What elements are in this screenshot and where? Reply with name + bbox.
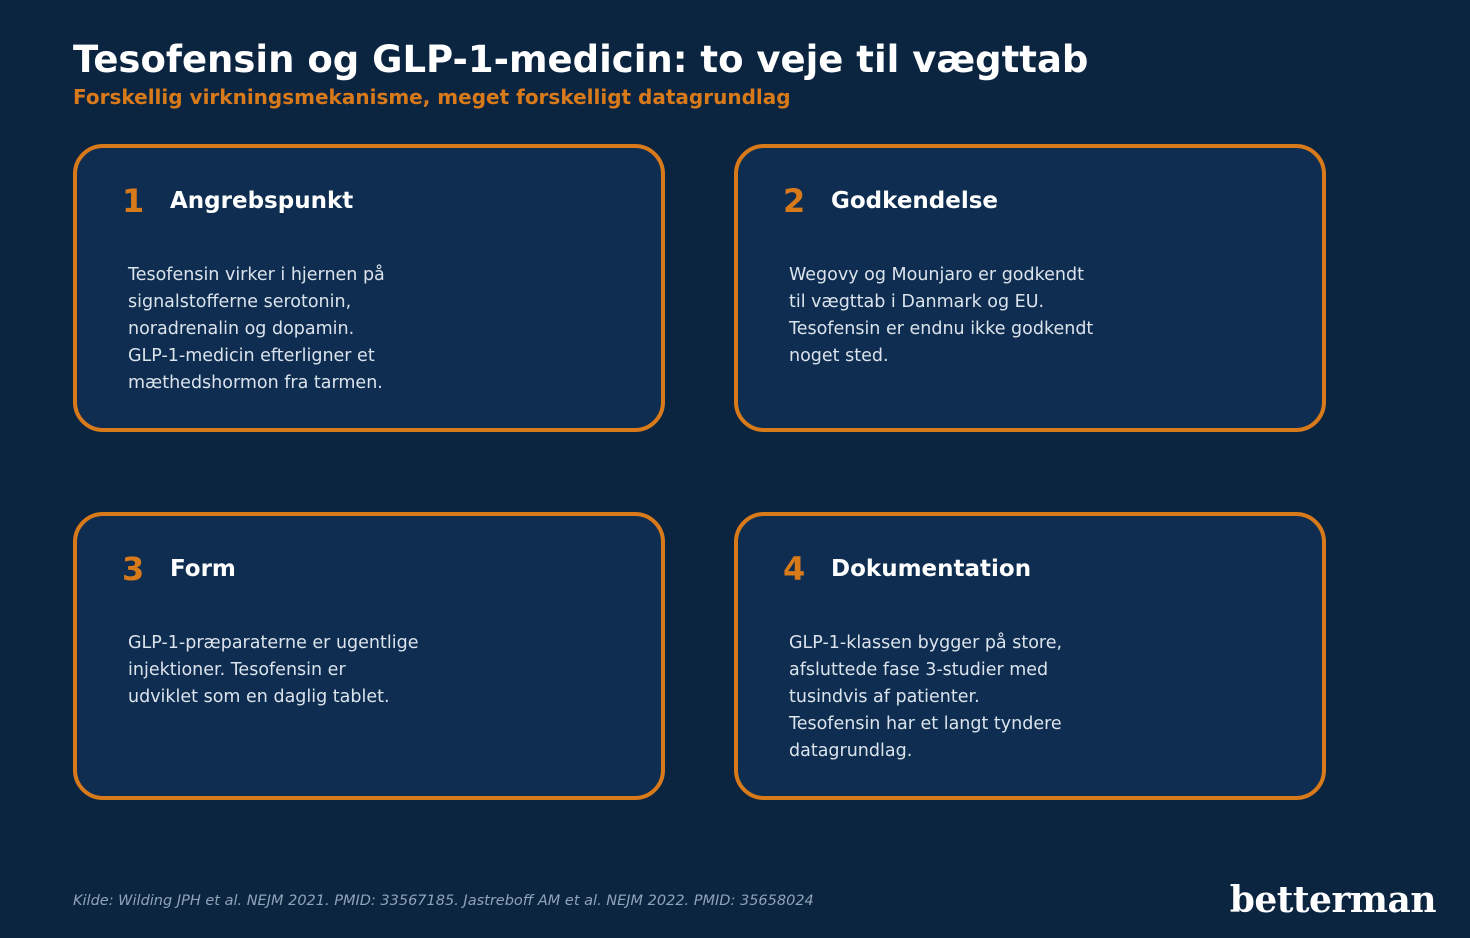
card-title: Godkendelse [831,188,999,214]
info-card-angrebspunkt [73,144,665,432]
card-number: 1 [122,182,145,220]
card-number: 2 [783,182,806,220]
card-body: GLP-1-præparaterne er ugentlige injektioner. Tesofensin er udviklet som en daglig tablet. [128,633,419,707]
page-title: Tesofensin og GLP-1-medicin: to veje til vægttab [73,38,1089,81]
card-title: Form [170,556,236,582]
card-number: 3 [122,550,145,588]
info-card-form [73,512,665,800]
card-body: Wegovy og Mounjaro er godkendt til vægttab i Danmark og EU. Tesofensin er endnu ikke godkendt noget sted. [789,265,1094,366]
card-number: 4 [783,550,806,588]
page-subtitle: Forskellig virkningsmekanisme, meget forskelligt datagrundlag [73,85,791,109]
brand-logo: betterman [1229,879,1436,921]
info-card-dokumentation [734,512,1326,800]
info-card-godkendelse [734,144,1326,432]
card-body: Tesofensin virker i hjernen på signalstofferne serotonin, noradrenalin og dopamin. GLP-1-medicin efterligner et mæthedshormon fra tarmen. [128,265,385,393]
card-title: Dokumentation [831,556,1032,582]
card-title: Angrebspunkt [170,188,354,214]
card-body: GLP-1-klassen bygger på store, afsluttede fase 3-studier med tusindvis af patienter. Tesofensin har et langt tyndere datagrundlag. [789,633,1063,761]
source-citation: Kilde: Wilding JPH et al. NEJM 2021. PMID: 33567185. Jastreboff AM et al. NEJM 2022. PMID: 35658024 [73,893,814,909]
